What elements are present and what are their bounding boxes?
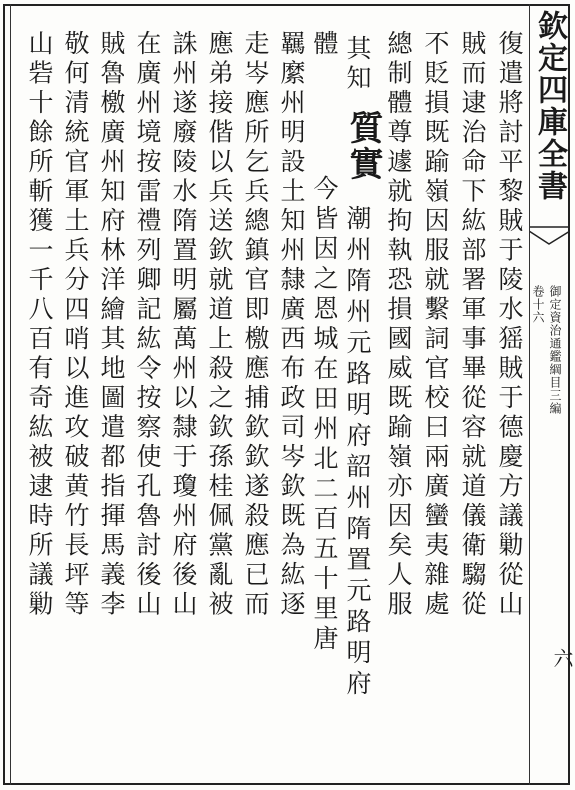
column-rule bbox=[529, 4, 530, 785]
spine-book-text: 御定資治通鑑綱目三編 bbox=[548, 285, 562, 415]
text-column-3: 不貶損既踰嶺因服就繫詞官校曰兩廣蠻夷雜處 bbox=[421, 30, 450, 620]
text-column-8: 走岑應所乞兵總鎮官即檄應捕欽欽遂殺應已而 bbox=[241, 30, 270, 620]
section-heading: 質實 bbox=[343, 110, 383, 182]
text-column-13: 敬何清統官軍土兵分四哨以進攻破黄竹長坪等 bbox=[61, 30, 90, 620]
title-block bbox=[529, 4, 570, 230]
page-number: 六 bbox=[550, 648, 574, 670]
text-column-12: 賊魯檄廣州知府林洋繪其地圖遣都指揮馬義李 bbox=[97, 30, 126, 620]
collection-title: 欽定四庫全書 bbox=[532, 10, 567, 202]
left-rule bbox=[10, 4, 11, 785]
fishtail-ornament bbox=[529, 226, 570, 248]
text-column-5-tail: 潮州隋州元路明府韶州隋置元路明府 bbox=[343, 205, 372, 701]
text-column-4: 總制體尊遽就拘執恐損國威既踰嶺亦因矣人服 bbox=[384, 30, 413, 620]
text-column-6-head: 體 bbox=[310, 30, 339, 60]
text-column-10: 誅州遂廢陵水隋置明屬萬州以隸于瓊州府後山 bbox=[169, 30, 198, 620]
text-column-11: 在廣州境按雷禮列卿記紘令按察使孔魯討後山 bbox=[133, 30, 162, 620]
spine-volume-label: 卷十六 bbox=[531, 285, 545, 324]
text-column-5-head: 其知 bbox=[343, 35, 372, 94]
spine-book-label bbox=[549, 285, 561, 415]
text-column-7: 羈縻州明設土知州隸廣西布政司岑欽既為紘逐 bbox=[277, 30, 306, 620]
text-column-9: 應弟接偕以兵送欽就道上殺之欽孫桂佩黨亂被 bbox=[205, 30, 234, 620]
text-column-1: 復遣將討平黎賊于陵水猺賊于德慶方議勦從山 bbox=[495, 30, 524, 620]
text-column-14: 山砦十餘所斬獲一千八百有奇紘被逮時所議勦 bbox=[25, 30, 54, 620]
text-column-6-tail: 今皆因之恩城在田州北二百五十里唐 bbox=[310, 175, 339, 655]
text-column-2: 賊而逮治命下紘部署軍事畢從容就道儀衛騶從 bbox=[458, 30, 487, 620]
